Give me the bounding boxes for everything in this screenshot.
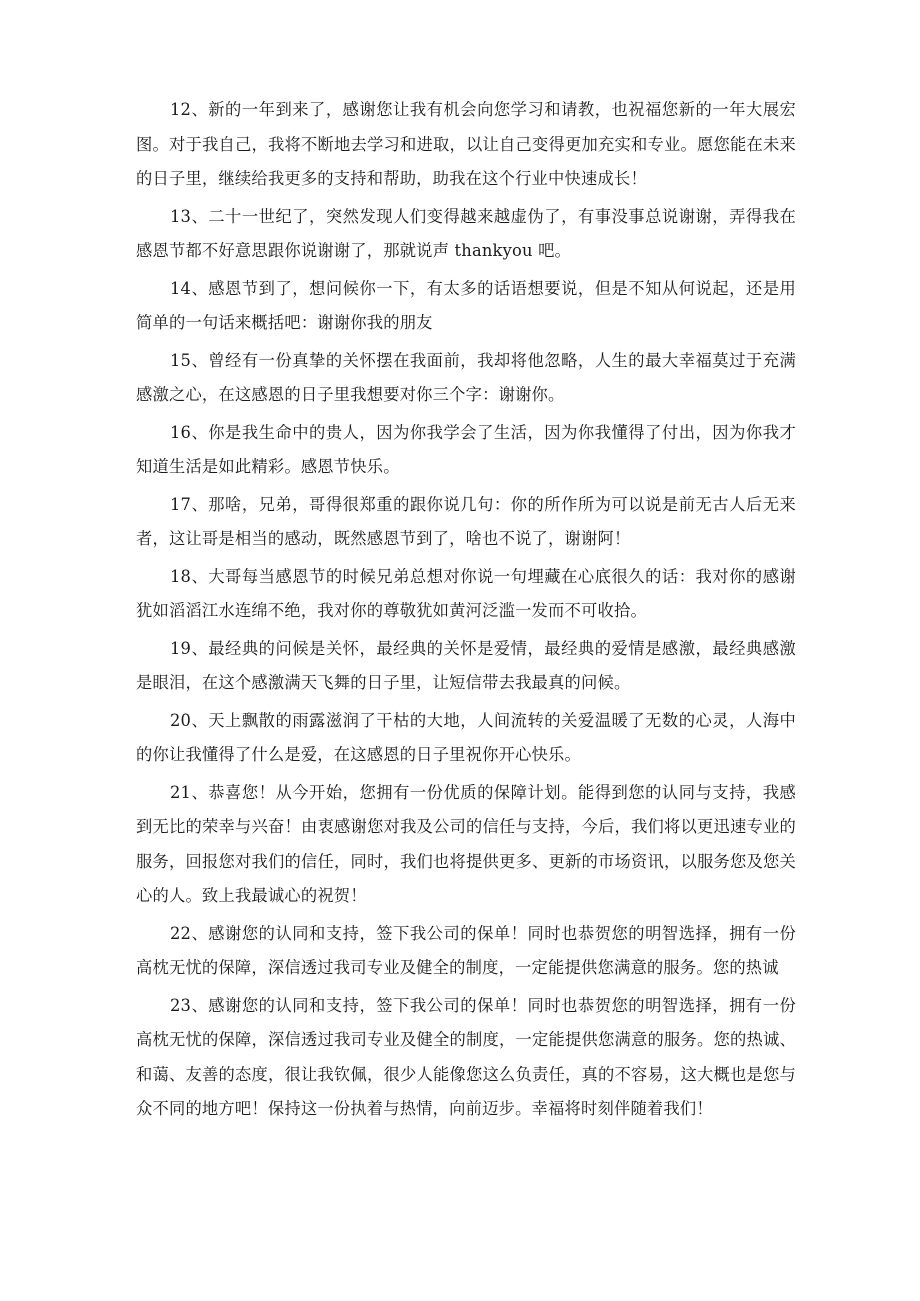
- paragraph-13: 13、二十一世纪了，突然发现人们变得越来越虚伪了，有事没事总说谢谢，弄得我在感恩节都不好意思跟你说谢谢了，那就说声 thankyou 吧。: [136, 206, 796, 260]
- paragraph-17: 17、那啥，兄弟，哥得很郑重的跟你说几句：你的所作所为可以说是前无古人后无来者，这让哥是相当的感动，既然感恩节到了，啥也不说了，谢谢阿！: [136, 494, 796, 548]
- document-body: [136, 93, 796, 1130]
- paragraph-14: 14、感恩节到了，想问候你一下，有太多的话语想要说，但是不知从何说起，还是用简单的一句话来概括吧：谢谢你我的朋友: [136, 278, 796, 332]
- paragraph-21: 21、恭喜您！从今开始，您拥有一份优质的保障计划。能得到您的认同与支持，我感到无比的荣幸与兴奋！由衷感谢您对我及公司的信任与支持，今后，我们将以更迅速专业的服务，回报您对我们的信任，同时，我们也将提供更多、更新的市场资讯，以服务您及您关心的人。致上我最诚心的祝贺！: [136, 782, 796, 905]
- paragraph-22: 22、感谢您的认同和支持，签下我公司的保单！同时也恭贺您的明智选择，拥有一份高枕无忧的保障，深信透过我司专业及健全的制度，一定能提供您满意的服务。您的热诚: [136, 923, 796, 977]
- paragraph-20: 20、天上飘散的雨露滋润了干枯的大地，人间流转的关爱温暖了无数的心灵，人海中的你让我懂得了什么是爱，在这感恩的日子里祝你开心快乐。: [136, 710, 796, 764]
- paragraph-16: 16、你是我生命中的贵人，因为你我学会了生活，因为你我懂得了付出，因为你我才知道生活是如此精彩。感恩节快乐。: [136, 422, 796, 476]
- paragraph-19: 19、最经典的问候是关怀，最经典的关怀是爱情，最经典的爱情是感激，最经典感激是眼泪，在这个感激满天飞舞的日子里，让短信带去我最真的问候。: [136, 638, 796, 692]
- paragraph-12: 12、新的一年到来了，感谢您让我有机会向您学习和请教，也祝福您新的一年大展宏图。对于我自己，我将不断地去学习和进取，以让自己变得更加充实和专业。愿您能在未来的日子里，继续给我更多的支持和帮助，助我在这个行业中快速成长！: [136, 100, 796, 188]
- paragraph-15: 15、曾经有一份真挚的关怀摆在我面前，我却将他忽略，人生的最大幸福莫过于充满感激之心，在这感恩的日子里我想要对你三个字：谢谢你。: [136, 350, 796, 404]
- paragraph-18: 18、大哥每当感恩节的时候兄弟总想对你说一句埋藏在心底很久的话：我对你的感谢犹如滔滔江水连绵不绝，我对你的尊敬犹如黄河泛滥一发而不可收拾。: [136, 566, 796, 620]
- paragraph-23: 23、感谢您的认同和支持，签下我公司的保单！同时也恭贺您的明智选择，拥有一份高枕无忧的保障，深信透过我司专业及健全的制度，一定能提供您满意的服务。您的热诚、和蔼、友善的态度，很让我钦佩，很少人能像您这么负责任，真的不容易，这大概也是您与众不同的地方吧！保持这一份执着与热情，向前迈步。幸福将时刻伴随着我们！: [136, 995, 796, 1118]
